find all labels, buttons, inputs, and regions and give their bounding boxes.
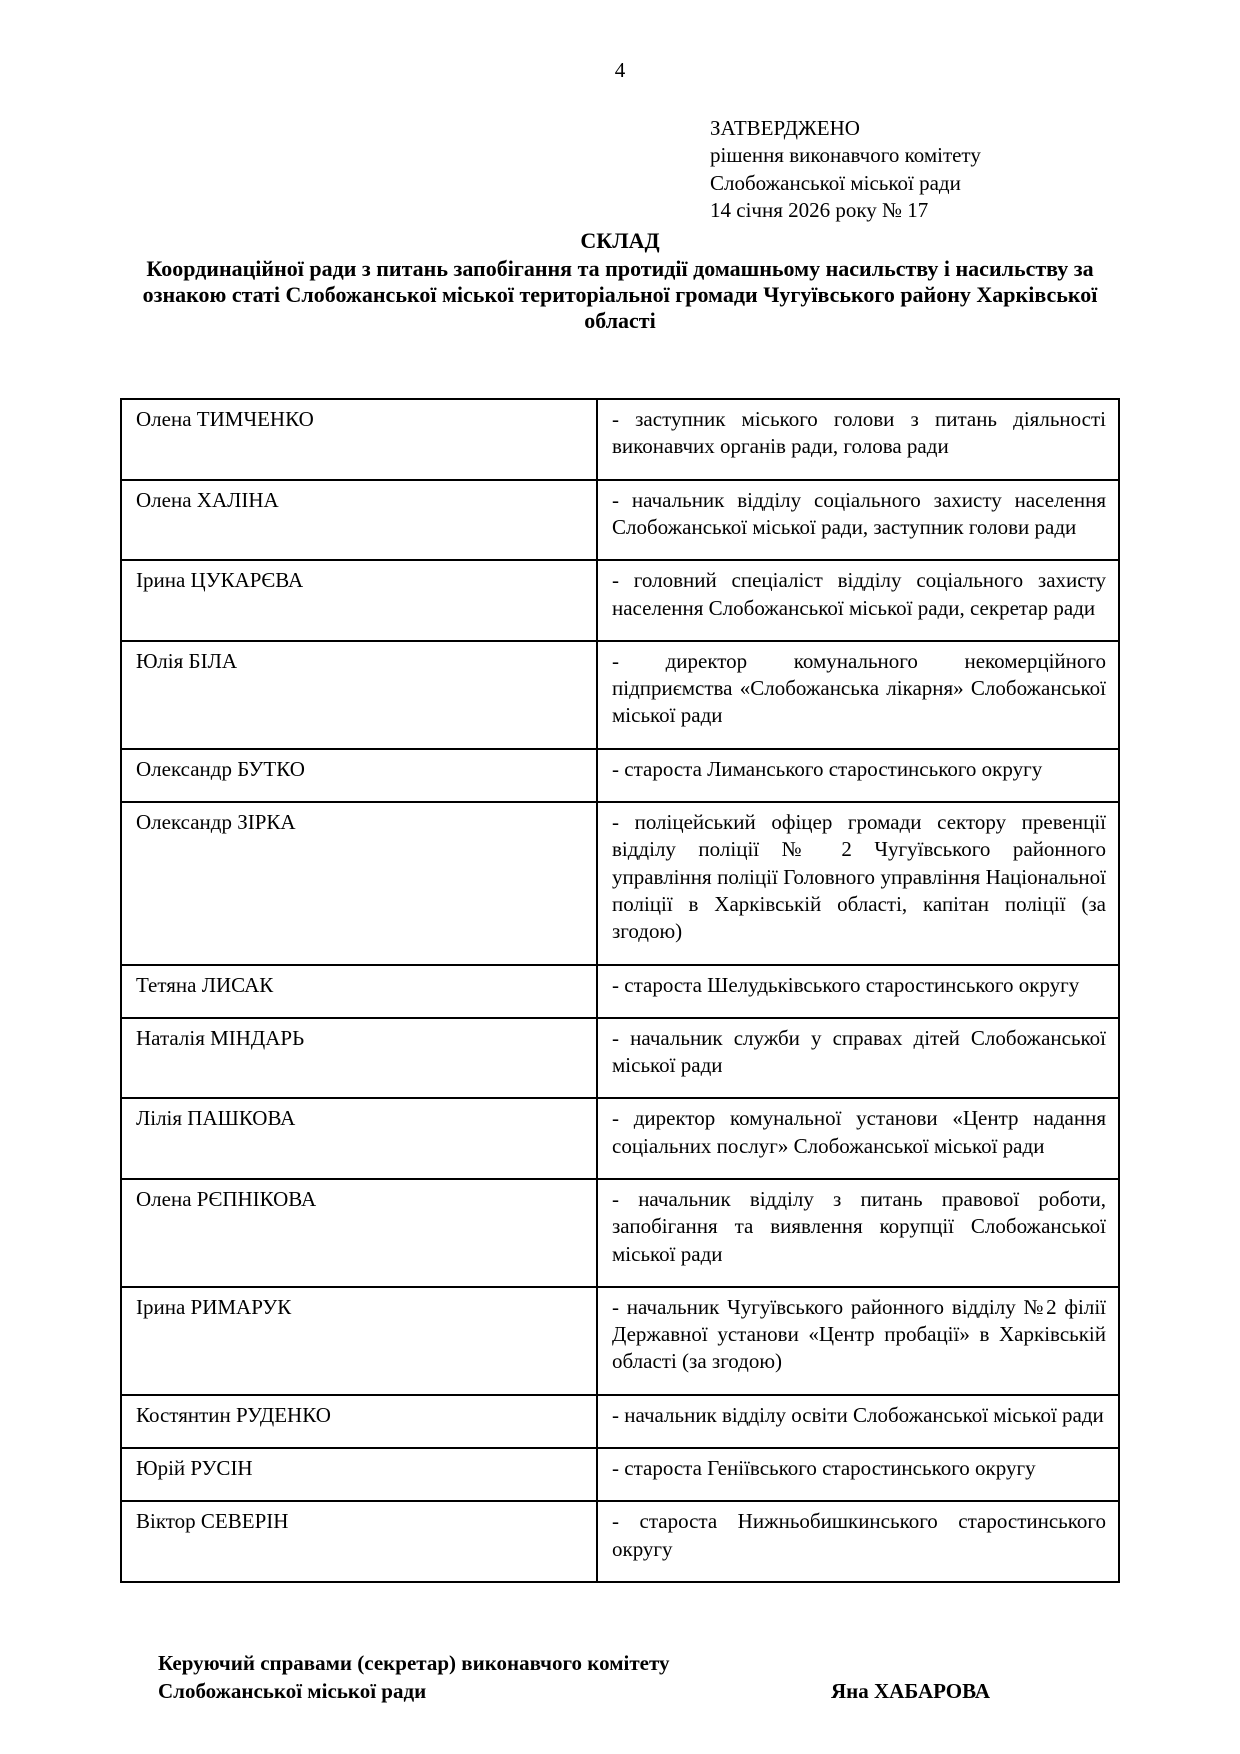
- table-row: [121, 1501, 1119, 1582]
- signature-title: Керуючий справами (секретар) виконавчого комітету Слобожанської міської ради: [158, 1650, 670, 1704]
- members-table: [120, 398, 1120, 1583]
- member-position-cell: - заступник міського голови з питань діяльності виконавчих органів ради, голова ради: [597, 399, 1119, 480]
- member-name-cell: Наталія МІНДАРЬ: [121, 1018, 597, 1099]
- table-row: [121, 1448, 1119, 1501]
- table-row: [121, 1287, 1119, 1395]
- member-name-cell: Олександр ЗІРКА: [121, 802, 597, 964]
- table-row: [121, 802, 1119, 964]
- table-row: [121, 560, 1119, 641]
- approval-stamp: [710, 115, 1240, 224]
- member-position-cell: - поліцейський офіцер громади сектору превенції відділу поліції № 2 Чугуївського районного управління поліції Головного управління Національної поліції в Харківській області, капітан поліції (за згодою): [597, 802, 1119, 964]
- member-position-cell: - староста Нижньобишкинського старостинського округу: [597, 1501, 1119, 1582]
- member-position-cell: - староста Лиманського старостинського округу: [597, 749, 1119, 802]
- member-name-cell: Юлія БІЛА: [121, 641, 597, 749]
- member-name-cell: Олександр БУТКО: [121, 749, 597, 802]
- member-position-cell: - директор комунальної установи «Центр надання соціальних послуг» Слобожанської міської ради: [597, 1098, 1119, 1179]
- table-row: [121, 1098, 1119, 1179]
- member-name-cell: Олена РЄПНІКОВА: [121, 1179, 597, 1287]
- member-position-cell: - начальник служби у справах дітей Слобожанської міської ради: [597, 1018, 1119, 1099]
- table-row: [121, 480, 1119, 561]
- member-name-cell: Ірина ЦУКАРЄВА: [121, 560, 597, 641]
- composition-subtitle: Координаційної ради з питань запобігання та протидії домашньому насильству і насильству за ознакою статі Слобожанської міської територіальної громади Чугуївського району Харківської області: [142, 256, 1098, 334]
- approval-line: ЗАТВЕРДЖЕНО: [710, 116, 860, 140]
- member-name-cell: Олена ТИМЧЕНКО: [121, 399, 597, 480]
- table-row: [121, 1179, 1119, 1287]
- member-position-cell: - начальник Чугуївського районного відділу №2 філії Державної установи «Центр пробації» в Харківській області (за згодою): [597, 1287, 1119, 1395]
- signature-block: [158, 1649, 990, 1706]
- table-row: [121, 1395, 1119, 1448]
- approval-line: Слобожанської міської ради: [710, 170, 961, 195]
- member-name-cell: Юрій РУСІН: [121, 1448, 597, 1501]
- table-row: [121, 399, 1119, 480]
- signatory-name: Яна ХАБАРОВА: [830, 1679, 990, 1704]
- member-name-cell: Ірина РИМАРУК: [121, 1287, 597, 1395]
- member-position-cell: - начальник відділу з питань правової роботи, запобігання та виявлення корупції Слобожанської міської ради: [597, 1179, 1119, 1287]
- composition-title: СКЛАД: [580, 228, 660, 254]
- member-position-cell: - староста Геніївського старостинського округу: [597, 1448, 1119, 1501]
- approval-line: 14 січня 2026 року № 17: [710, 197, 929, 222]
- table-row: [121, 965, 1119, 1018]
- table-row: [121, 641, 1119, 749]
- member-name-cell: Лілія ПАШКОВА: [121, 1098, 597, 1179]
- member-name-cell: Віктор СЕВЕРІН: [121, 1501, 597, 1582]
- table-row: [121, 749, 1119, 802]
- table-row: [121, 1018, 1119, 1099]
- page-number: 4: [614, 58, 626, 82]
- member-position-cell: - начальник відділу соціального захисту населення Слобожанської міської ради, заступник голови ради: [597, 480, 1119, 561]
- member-position-cell: - начальник відділу освіти Слобожанської міської ради: [597, 1395, 1119, 1448]
- member-position-cell: - директор комунального некомерційного підприємства «Слобожанська лікарня» Слобожанської міської ради: [597, 641, 1119, 749]
- member-position-cell: - головний спеціаліст відділу соціального захисту населення Слобожанської міської ради, секретар ради: [597, 560, 1119, 641]
- member-name-cell: Костянтин РУДЕНКО: [121, 1395, 597, 1448]
- member-name-cell: Тетяна ЛИСАК: [121, 965, 597, 1018]
- member-position-cell: - староста Шелудьківського старостинського округу: [597, 965, 1119, 1018]
- member-name-cell: Олена ХАЛІНА: [121, 480, 597, 561]
- approval-line: рішення виконавчого комітету: [710, 143, 981, 168]
